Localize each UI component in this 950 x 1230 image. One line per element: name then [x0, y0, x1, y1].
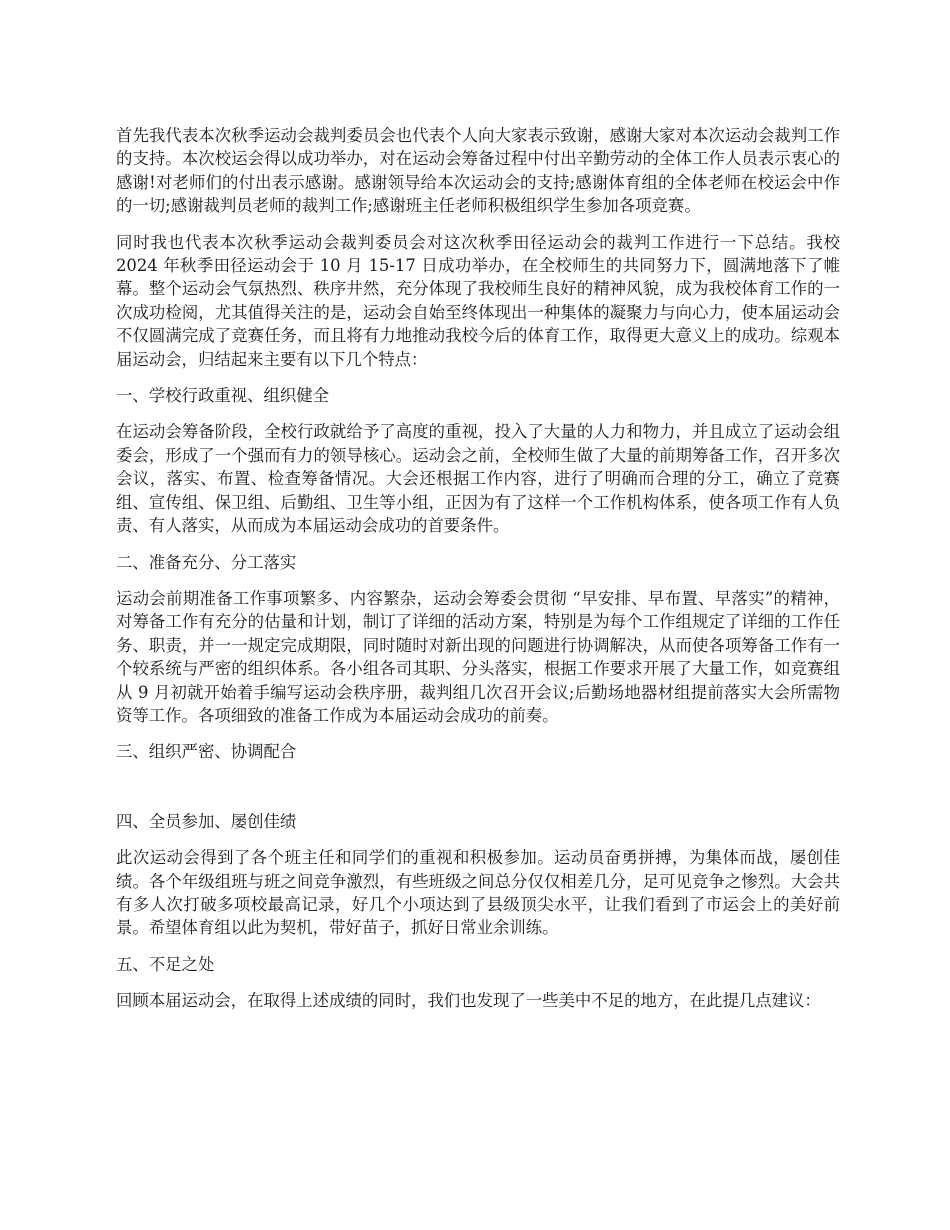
paragraph-thanks: 首先我代表本次秋季运动会裁判委员会也代表个人向大家表示致谢，感谢大家对本次运动会裁判工作的支持。本次校运会得以成功举办，对在运动会筹备过程中付出辛勤劳动的全体工作人员表示衷心的感谢!对老师们的付出表示感谢。感谢领导给本次运动会的支持;感谢体育组的全体老师在校运会中作的一切;感谢裁判员老师的裁判工作;感谢班主任老师积极组织学生参加各项竞赛。	[116, 126, 840, 216]
section-heading-2: 二、准备充分、分工落实	[116, 552, 297, 572]
section-heading-4: 四、全员参加、屡创佳绩	[116, 811, 297, 831]
paragraph-summary: 同时我也代表本次秋季运动会裁判委员会对这次秋季田径运动会的裁判工作进行一下总结。我校 2024 年秋季田径运动会于 10 月 15-17 日成功举办，在全校师生的共同努力下，圆满地落下了帷幕。整个运动会气氛热烈、秩序井然，充分体现了我校师生良好的精神风貌，成为我校体育工作的一次成功检阅，尤其值得关注的是，运动会自始至终体现出一种集体的凝聚力与向心力，使本届运动会不仅圆满完成了竞赛任务，而且将有力地推动我校今后的体育工作，取得更大意义上的成功。综观本届运动会，归结起来主要有以下几个特点：	[116, 232, 840, 369]
paragraph-section-4: 此次运动会得到了各个班主任和同学们的重视和积极参加。运动员奋勇拼搏，为集体而战，屡创佳绩。各个年级组班与班之间竞争激烈，有些班级之间总分仅仅相差几分，足可见竞争之惨烈。大会共有多人次打破多项校最高记录，好几个小项达到了县级顶尖水平，让我们看到了市运会上的美好前景。希望体育组以此为契机，带好苗子，抓好日常业余训练。	[116, 848, 840, 938]
blank-space	[116, 777, 840, 810]
paragraph-section-1: 在运动会筹备阶段，全校行政就给予了高度的重视，投入了大量的人力和物力，并且成立了运动会组委会，形成了一个强而有力的领导核心。运动会之前，全校师生做了大量的前期筹备工作，召开多次会议，落实、布置、检查筹备情况。大会还根据工作内容，进行了明确而合理的分工，确立了竞赛组、宣传组、保卫组、后勤组、卫生等小组，正因为有了这样一个工作机构体系，使各项工作有人负责、有人落实，从而成为本届运动会成功的首要条件。	[116, 422, 840, 536]
section-heading-5: 五、不足之处	[116, 954, 215, 974]
document-body	[116, 124, 840, 1026]
section-heading-1: 一、学校行政重视、组织健全	[116, 386, 330, 406]
paragraph-section-2: 运动会前期准备工作事项繁多、内容繁杂，运动会筹委会贯彻 “早安排、早布置、早落实”的精神，对筹备工作有充分的估量和计划，制订了详细的活动方案，特别是为每个工作组规定了详细的工作任务、职责，并一一规定完成期限，同时随时对新出现的问题进行协调解决，从而使各项筹备工作有一个较系统与严密的组织体系。各小组各司其职、分头落实，根据工作要求开展了大量工作，如竞赛组从 9 月初就开始着手编写运动会秩序册，裁判组几次召开会议;后勤场地器材组提前落实大会所需物资等工作。各项细致的准备工作成为本届运动会成功的前奏。	[116, 588, 840, 725]
paragraph-section-5: 回顾本届运动会，在取得上述成绩的同时，我们也发现了一些美中不足的地方，在此提几点建议：	[116, 991, 821, 1011]
section-heading-3: 三、组织严密、协调配合	[116, 742, 297, 762]
